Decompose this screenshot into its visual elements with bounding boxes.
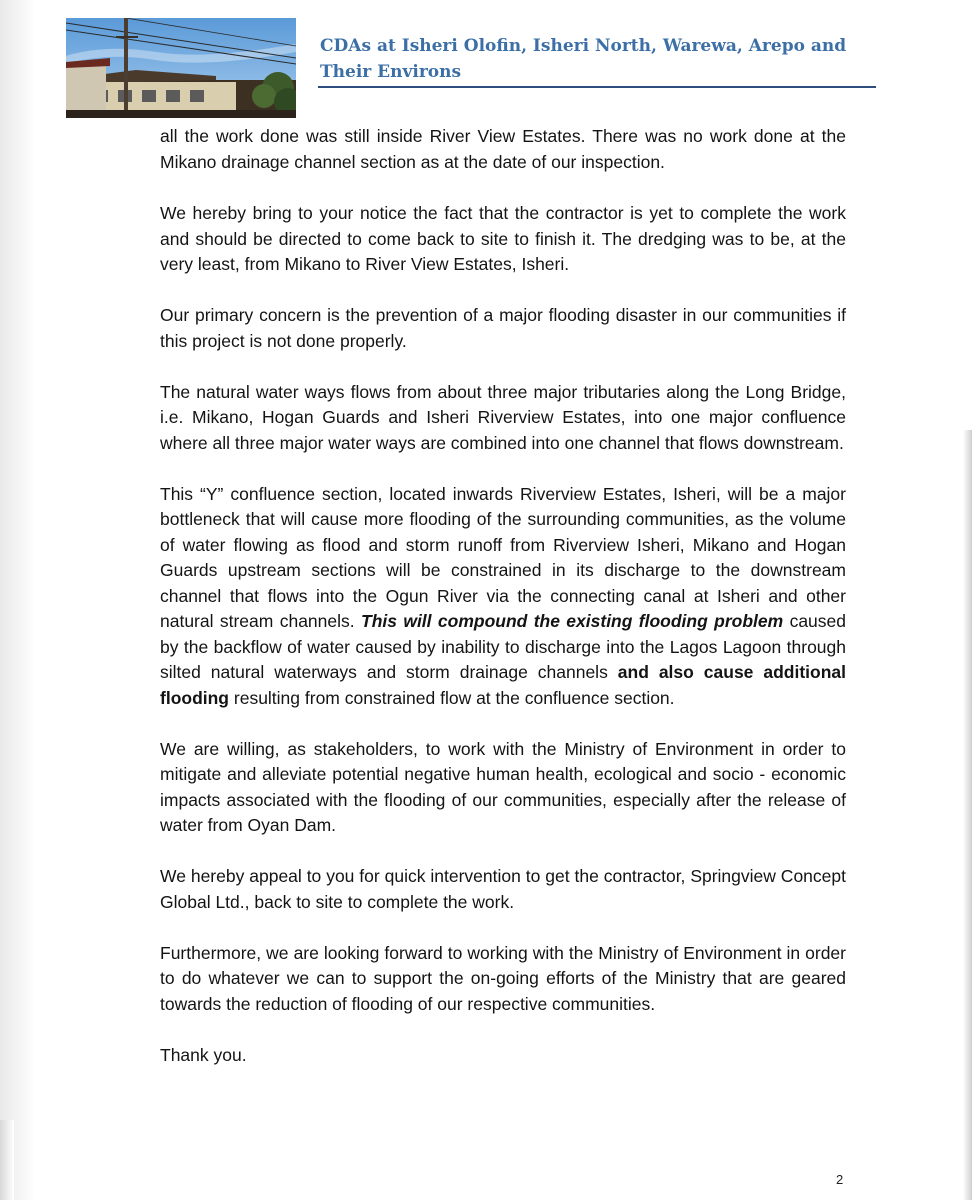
letter-body — [160, 124, 846, 1068]
paragraph-water-ways: The natural water ways flows from about three major tributaries along the Long Bridge, i.e. Mikano, Hogan Guards and Isheri Riverview Estates, into one major confluence where all three major water ways are combined into one channel that flows downstream. — [160, 381, 846, 453]
closing-thank-you: Thank you. — [160, 1044, 247, 1065]
paragraph-stakeholders: We are willing, as stakeholders, to work with the Ministry of Environment in order to mitigate and alleviate potential negative human health, ecological and socio - economic impacts associated with the flooding of our communities, especially after the release of water from Oyan Dam. — [160, 738, 846, 835]
scan-edge-shadow — [0, 0, 36, 1200]
confluence-emphasis-additional: and also cause additional flooding — [160, 662, 846, 708]
paragraph-furthermore: Furthermore, we are looking forward to working with the Ministry of Environment in order to do whatever we can to support the on-going efforts of the Ministry that are geared towards the reduction of flooding of our respective communities. — [160, 942, 846, 1014]
confluence-emphasis-compound: This will compound the existing flooding problem — [361, 611, 784, 631]
paragraph-appeal: We hereby appeal to you for quick intervention to get the contractor, Springview Concept Global Ltd., back to site to complete the work. — [160, 866, 846, 912]
header-photo — [66, 18, 296, 118]
confluence-text-part-2: caused by the backflow of water caused by inability to discharge into the Lagos Lagoon through silted natural waterways and storm drainage channels — [160, 611, 846, 682]
header-title: CDAs at Isheri Olofin, Isheri North, Warewa, Arepo and Their Environs — [320, 36, 847, 82]
paragraph-confluence — [160, 482, 846, 712]
paragraph-primary-concern: Our primary concern is the prevention of a major flooding disaster in our communities if this project is not done properly. — [160, 305, 846, 351]
confluence-text-part-3: resulting from constrained flow at the confluence section. — [229, 687, 675, 708]
scan-edge-right-shadow — [963, 430, 972, 1200]
header-rule — [318, 86, 876, 88]
page-fold-shadow — [0, 1120, 14, 1200]
paragraph-contractor-notice: We hereby bring to your notice the fact that the contractor is yet to complete the work and should be directed to come back to site to finish it. The dredging was to be, at the very least, from Mikano to River View Estates, Isheri. — [160, 203, 846, 274]
page-number: 2 — [836, 1172, 844, 1187]
paragraph-work-status: all the work done was still inside River View Estates. There was no work done at the Mikano drainage channel section as at the date of our inspection. — [160, 126, 846, 172]
confluence-text-part-1: This “Y” confluence section, located inwards Riverview Estates, Isheri, will be a major bottleneck that will cause more flooding of the surrounding communities, as the volume of water flowing as flood and storm runoff from Riverview Isheri, Mikano and Hogan Guards upstream sections will be constrained in its discharge to the downstream channel that flows into the Ogun River via the connecting canal at Isheri and other natural stream channels. — [160, 483, 846, 631]
